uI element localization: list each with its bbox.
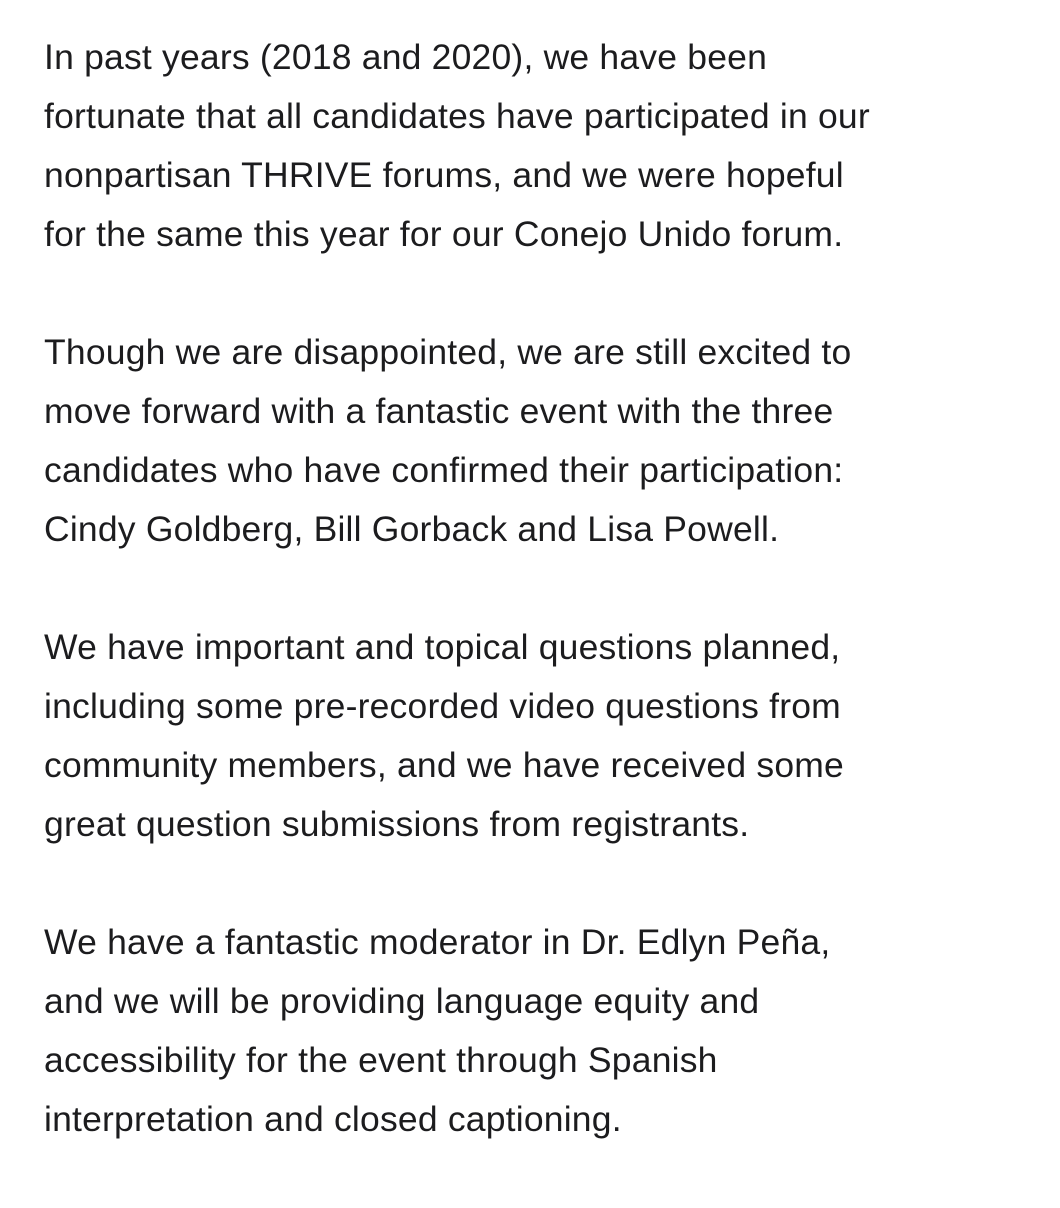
text-line: great question submissions from registrants. <box>44 804 750 844</box>
text-line: nonpartisan THRIVE forums, and we were hopeful <box>44 155 844 195</box>
text-line: for the same this year for our Conejo Unido forum. <box>44 214 844 254</box>
text-line: In past years (2018 and 2020), we have been <box>44 37 768 77</box>
text-line: move forward with a fantastic event with the three <box>44 391 834 431</box>
text-line: and we will be providing language equity and <box>44 981 760 1021</box>
text-line: fortunate that all candidates have participated in our <box>44 96 870 136</box>
document-body <box>44 28 1044 1208</box>
text-line: community members, and we have received some <box>44 745 844 785</box>
text-line: Cindy Goldberg, Bill Gorback and Lisa Powell. <box>44 509 780 549</box>
text-line: Though we are disappointed, we are still excited to <box>44 332 852 372</box>
text-line: accessibility for the event through Spanish <box>44 1040 718 1080</box>
paragraph-past-years <box>44 28 1044 264</box>
paragraph-moderator <box>44 913 1044 1149</box>
text-line: interpretation and closed captioning. <box>44 1099 622 1139</box>
text-line: We have a fantastic moderator in Dr. Edlyn Peña, <box>44 922 831 962</box>
text-line: We have important and topical questions planned, <box>44 627 841 667</box>
text-line: including some pre-recorded video questions from <box>44 686 841 726</box>
paragraph-disappointed <box>44 323 1044 559</box>
text-line: candidates who have confirmed their participation: <box>44 450 844 490</box>
paragraph-questions <box>44 618 1044 854</box>
